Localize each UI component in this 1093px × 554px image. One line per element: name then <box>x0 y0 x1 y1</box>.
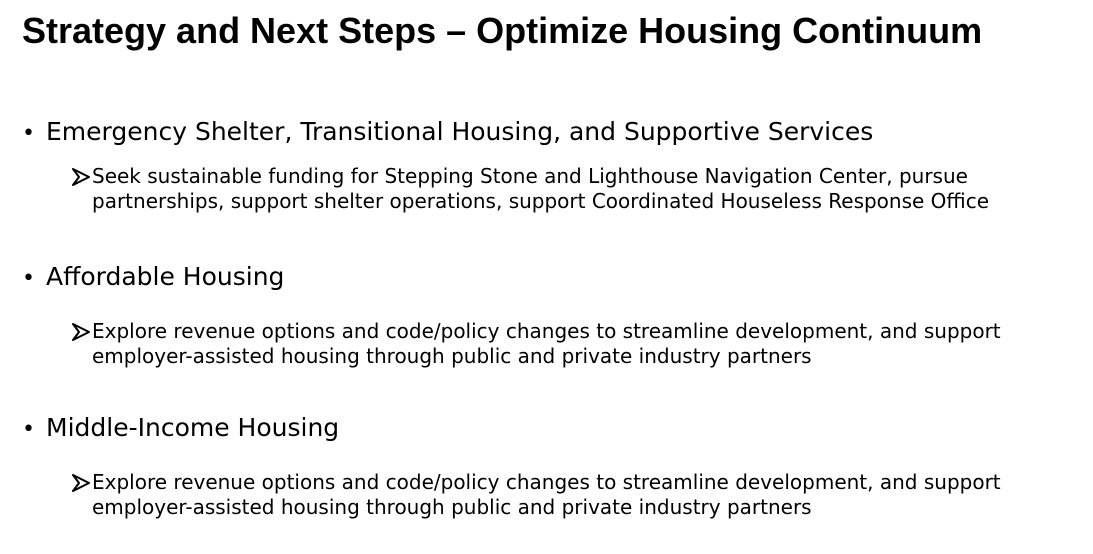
sub-bullet-line: employer-assisted housing through public and private industry partners <box>92 495 812 519</box>
arrow-bullet-icon <box>71 323 91 341</box>
bullet-dot-icon: • <box>22 121 35 146</box>
bullet-item <box>22 261 1082 369</box>
bullet-dot-icon: • <box>22 417 35 442</box>
sub-bullet-line: employer-assisted housing through public and private industry partners <box>92 344 812 368</box>
sub-bullet-line: Seek sustainable funding for Stepping Stone and Lighthouse Navigation Center, pursue <box>92 164 968 188</box>
sub-bullet-line: partnerships, support shelter operations, support Coordinated Houseless Response Office <box>92 189 990 213</box>
bullet-dot-icon: • <box>22 266 35 291</box>
sub-bullet-item <box>22 319 1082 369</box>
slide-title: Strategy and Next Steps – Optimize Housing Continuum <box>22 10 983 51</box>
sub-bullet-item <box>22 164 1082 214</box>
sub-bullet-item <box>22 470 1082 520</box>
bullet-heading: Affordable Housing <box>46 262 285 291</box>
bullet-heading: Middle-Income Housing <box>46 413 340 442</box>
sub-bullet-line: Explore revenue options and code/policy changes to streamline development, and support <box>92 319 1001 343</box>
bullet-item <box>22 116 1082 214</box>
sub-bullet-line: Explore revenue options and code/policy changes to streamline development, and support <box>92 470 1001 494</box>
bullet-heading: Emergency Shelter, Transitional Housing, and Supportive Services <box>46 117 874 146</box>
arrow-bullet-icon <box>71 474 91 492</box>
bullet-item <box>22 412 1082 520</box>
arrow-bullet-icon <box>71 168 91 186</box>
